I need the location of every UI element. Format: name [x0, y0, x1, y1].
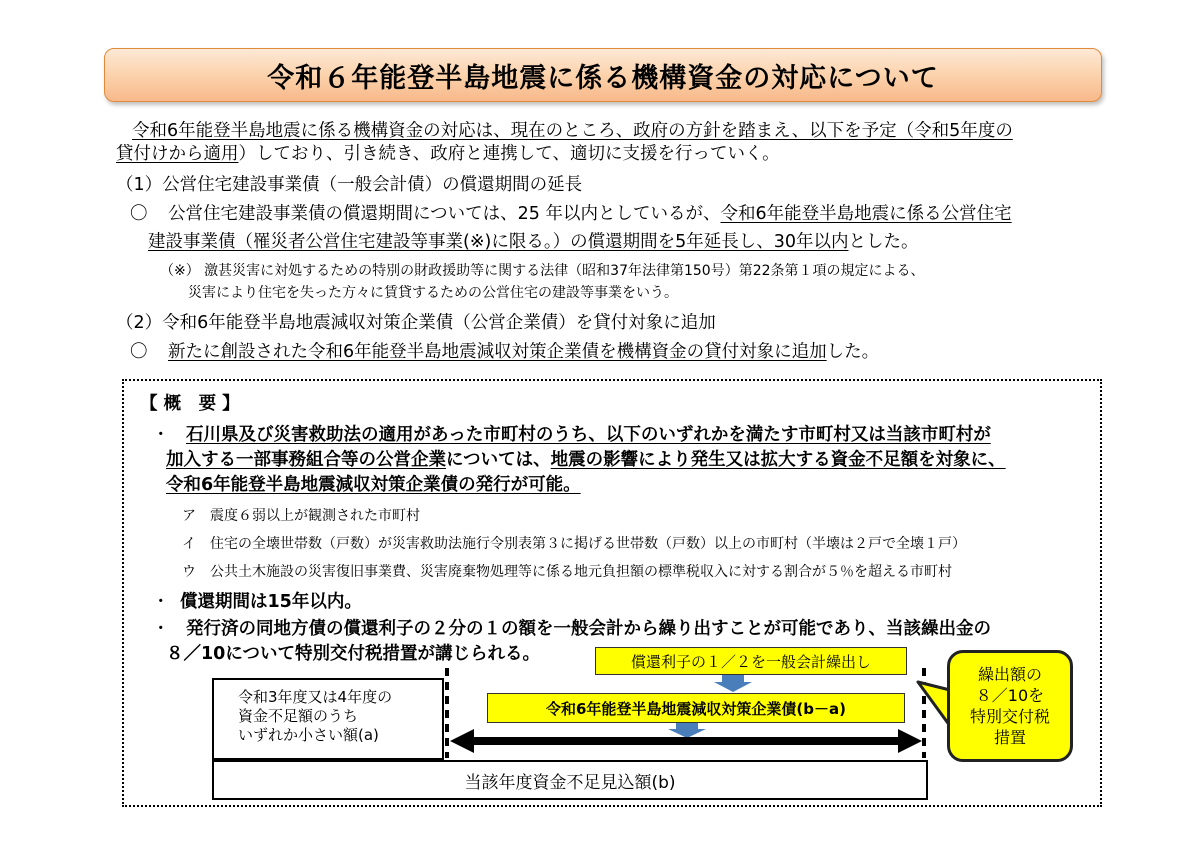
overview-bullet-3-line-1: 発行済の同地方債の償還利子の２分の１の額を一般会計から繰り出すことが可能であり、当該繰出金の [186, 619, 991, 639]
overview-b1-mid: については、 [446, 450, 551, 470]
overview-bullet-1-line-1: 石川県及び災害救助法の適用があった市町村のうち、以下のいずれかを満たす市町村又は当該市町村が [186, 425, 991, 445]
blue-arrow-2 [668, 723, 706, 738]
callout-line-3: 特別交付税 [969, 707, 1050, 726]
section1-heading: （1）公営住宅建設事業債（一般会計債）の償還期間の延長 [116, 175, 583, 195]
yellow-box-interest: 償還利子の１／２を一般会計繰出し [595, 647, 907, 675]
page-title: 令和６年能登半島地震に係る機構資金の対応について [267, 62, 939, 94]
box-a-line-3: いずれか小さい額(a) [238, 726, 379, 744]
callout-special-tax [947, 650, 1073, 762]
overview-bullet-1-line-3: 令和6年能登半島地震減収対策企業債の発行が可能。 [166, 475, 581, 495]
intro-text-2-underlined: 貸付けから適用 [116, 144, 239, 164]
section1-text-2-underlined: 建設事業債（罹災者公営住宅建設等事業(※)に限る。）の償還期間を5年延長し、30年以内 [148, 232, 849, 252]
overview-bullet-1-dot: ・ [152, 425, 170, 445]
overview-b1-underlined-2: 地震の影響により発生又は拡大する資金不足額を対象に、 [550, 450, 1006, 470]
intro-text-2: ）しており、引き続き、政府と連携して、適切に支援を行っていく。 [238, 144, 780, 164]
callout-line-1: 繰出額の [977, 665, 1042, 684]
section1-text-1-underlined: 令和6年能登半島地震に係る公営住宅 [720, 204, 1012, 224]
callout-line-4: 措置 [993, 728, 1026, 747]
condition-i: イ 住宅の全壊世帯数（戸数）が災害救助法施行令別表第３に掲げる世帯数（戸数）以上の市町村（半壊は２戸で全壊１戸） [182, 536, 966, 552]
section1-text-1: 公営住宅建設事業債の償還期間については、25 年以内としているが、 [168, 204, 721, 224]
section2-text-underlined: 新たに創設された令和6年能登半島地震減収対策企業債を機構資金の貸付対象に追加 [168, 342, 827, 362]
section1-bullet: 〇 [130, 204, 148, 224]
section1-text-2: とした。 [848, 232, 919, 252]
overview-bullet-3-dot: ・ [152, 619, 170, 639]
overview-bullet-3-line-2: ８／10について特別交付税措置が講じられる。 [166, 644, 541, 664]
section2-text: した。 [826, 342, 880, 362]
blue-arrow-1 [714, 675, 752, 692]
overview-heading: 【 概 要 】 [140, 394, 240, 414]
section2-bullet: 〇 [130, 342, 148, 362]
condition-u: ウ 公共土木施設の災害復旧事業費、災害廃棄物処理等に係る地元負担額の標準税収入に対する割合が５％を超える市町村 [182, 564, 952, 580]
condition-a: ア 震度６弱以上が観測された市町村 [182, 508, 420, 524]
section2-heading: （2）令和6年能登半島地震減収対策企業債（公営企業債）を貸付対象に追加 [116, 313, 716, 333]
box-current-shortfall: 当該年度資金不足見込額(b) [212, 760, 928, 800]
section1-note-2: 災害により住宅を失った方々に賃貸するための公営住宅の建設等事業をいう。 [188, 285, 678, 301]
callout-line-2: ８／10を [975, 686, 1045, 705]
overview-b1-underlined-1: 加入する一部事務組合等の公営企業 [166, 450, 446, 470]
overview-bullet-2: 償還期間は15年以内。 [180, 592, 362, 612]
yellow-box-bond: 令和6年能登半島地震減収対策企業債(b－a) [487, 693, 905, 723]
box-a-line-2: 資金不足額のうち [238, 707, 359, 725]
intro-text-1: 令和6年能登半島地震に係る機構資金の対応は、現在のところ、政府の方針を踏まえ、以下を予定（令和5年度の [132, 121, 1013, 141]
box-a-line-1: 令和3年度又は4年度の [238, 688, 393, 706]
overview-bullet-2-dot: ・ [152, 592, 170, 612]
section1-note-1: （※） 激甚災害に対処するための特別の財政援助等に関する法律（昭和37年法律第150号）第22条第１項の規定による、 [160, 263, 925, 279]
